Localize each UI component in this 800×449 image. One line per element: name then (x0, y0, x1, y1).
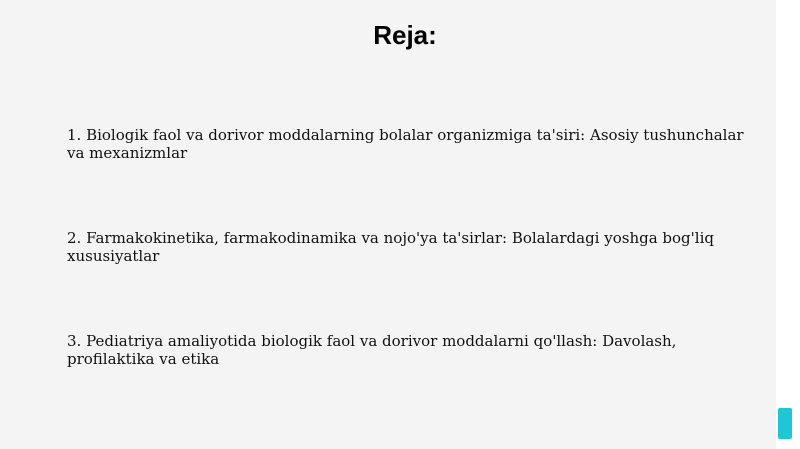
scrollbar-thumb[interactable] (778, 408, 792, 439)
plan-item-3: 3. Pediatriya amaliyotida biologik faol va dorivor moddalarni qo'llash: Davolash, profilaktika va etika (67, 332, 677, 368)
scrollbar-track[interactable] (776, 0, 800, 449)
plan-item-2: 2. Farmakokinetika, farmakodinamika va nojo'ya ta'sirlar: Bolalardagi yoshga bog'liq xususiyatlar (67, 229, 714, 265)
slide-title: Reja: (373, 20, 437, 50)
plan-item-1: 1. Biologik faol va dorivor moddalarning bolalar organizmiga ta'siri: Asosiy tushunchalar va mexanizmlar (67, 126, 744, 162)
